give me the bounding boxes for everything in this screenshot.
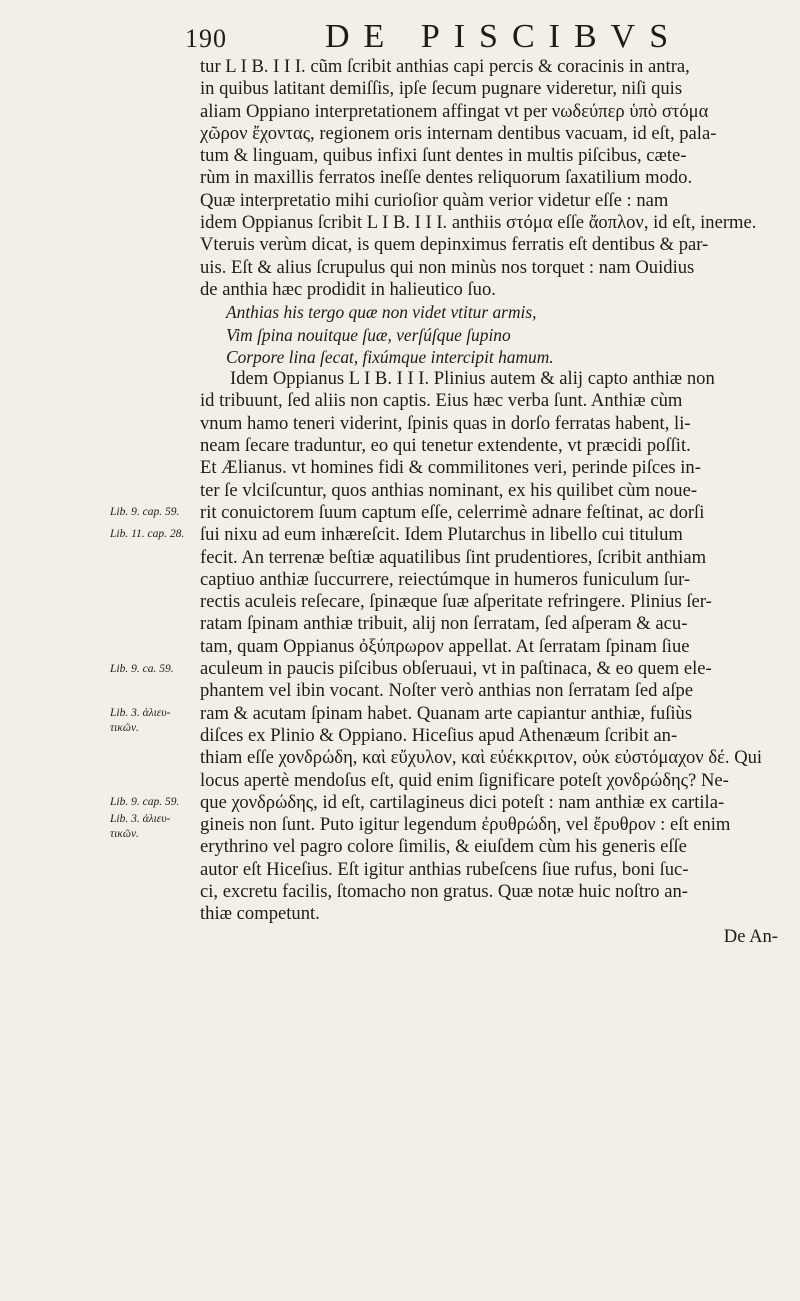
page-number: 190	[185, 24, 227, 53]
body-text	[200, 56, 786, 948]
text-line: tam, quam Oppianus ὀξύπρωρον appellat. At ſerratam ſpinam ſiue	[200, 635, 690, 657]
text-line: locus apertè mendoſus eſt, quid enim ſignificare poteſt χονδρώδης? Ne-	[200, 769, 729, 791]
text-line: de anthia hæc prodidit in halieutico ſuo.	[200, 278, 496, 300]
text-line: aliam Oppiano interpretationem affingat vt per νωδεύπερ ὑπὸ στόμα	[200, 100, 709, 122]
margin-note: Lib. 9. ca. 59.	[110, 663, 174, 675]
margin-note: Lib. 3. ἁλιευ-	[110, 813, 171, 825]
text-line: ter ſe vlciſcuntur, quos anthias nominant, ex his quilibet cùm noue-	[200, 479, 698, 501]
text-line: Vteruis verùm dicat, is quem depinximus ferratis eſt dentibus & par-	[200, 234, 709, 256]
text-line: gineis non ſunt. Puto igitur legendum ἐρυθρώδη, vel ἔρυθρον : eſt enim	[200, 814, 731, 836]
text-line: uis. Eſt & alius ſcrupulus qui non minùs nos torquet : nam Ouidius	[200, 256, 695, 278]
catchword: De An-	[723, 925, 778, 947]
text-line: in quibus latitant demiſſis, ipſe ſecum pugnare videretur, niſi quis	[200, 78, 683, 100]
text-line: Quæ interpretatio mihi curioſior quàm verior videtur eſſe : nam	[200, 189, 669, 211]
text-line: phantem vel ibin vocant. Noſter verò anthias non ſerratam ſed aſpe	[200, 680, 694, 702]
margin-note: Lib. 9. cap. 59.	[110, 796, 180, 808]
text-line: vnum hamo teneri viderint, ſpinis quas in dorſo ferratas habent, li-	[200, 412, 691, 434]
text-line: rectis aculeis reſecare, ſpinæque ſuæ aſperitate refringere. Plinius ſer-	[200, 591, 712, 613]
text-line: que χονδρώδης, id eſt, cartilagineus dici poteſt : nam anthiæ ex cartila-	[200, 791, 725, 813]
text-line: thiæ competunt.	[200, 903, 320, 925]
text-line: Et Ælianus. vt homines fidi & commilitones veri, perinde piſces in-	[200, 457, 701, 479]
text-line: rùm in maxillis ferratos ineſſe dentes reliquorum ſaxatilium modo.	[200, 167, 693, 189]
text-line: captiuo anthiæ ſuccurrere, reiectúmque in humeros funiculum ſur-	[200, 568, 691, 590]
text-line: neam ſecare traduntur, eo qui tenetur extendente, vt præcidi poſſit.	[200, 435, 691, 457]
margin-note: τικῶν.	[110, 722, 139, 734]
text-line: tur L I B. I I I. cũm ſcribit anthias capi percis & coracinis in antra,	[200, 56, 690, 77]
text-line: rit conuictorem ſuum captum eſſe, celerrimè adnare feſtinat, ac dorſi	[200, 501, 705, 523]
verse-line: Corpore lina ſecat, fixúmque intercipit hamum.	[226, 346, 554, 367]
margin-note: Lib. 11. cap. 28.	[110, 528, 185, 540]
text-line: χῶρον ἔχοντας, regionem oris internam dentibus vacuam, id eſt, pala-	[200, 122, 717, 144]
text-line: ci, excretu facilis, ſtomacho non gratus. Quæ notæ huic noſtro an-	[200, 880, 688, 902]
page-header	[185, 18, 785, 58]
margin-note: Lib. 9. cap. 59.	[110, 506, 180, 518]
text-line: ratam ſpinam anthiæ tribuit, alij non ſerratam, ſed aſperam & acu-	[200, 613, 688, 635]
text-line: autor eſt Hiceſius. Eſt igitur anthias rubeſcens ſiue rufus, boni ſuc-	[200, 858, 689, 880]
running-title: DE PISCIBVS	[325, 18, 683, 55]
verse-line: Anthias his tergo quæ non videt vtitur armis,	[226, 302, 537, 323]
verse-line: Vim ſpina nouitque ſuæ, verſúſque ſupino	[226, 324, 511, 345]
text-line: erythrino vel pagro colore ſimilis, & eiuſdem cùm his generis eſſe	[200, 836, 687, 858]
text-line: id tribuunt, ſed aliis non captis. Eius hæc verba ſunt. Anthiæ cùm	[200, 390, 683, 412]
text-line: fecit. An terrenæ beſtiæ aquatilibus ſint prudentiores, ſcribit anthiam	[200, 546, 707, 568]
text-line: ram & acutam ſpinam habet. Quanam arte capiantur anthiæ, fuſiùs	[200, 702, 693, 724]
text-line: idem Oppianus ſcribit L I B. I I I. anthiis στόμα eſſe ἄοπλον, id eſt, inerme.	[200, 212, 757, 234]
margin-note: Lib. 3. ἁλιευ-	[110, 707, 171, 719]
text-line: aculeum in paucis piſcibus obſeruaui, vt in paſtinaca, & eo quem ele-	[200, 658, 712, 680]
margin-note: τικῶν.	[110, 828, 139, 840]
text-line: diſces ex Plinio & Oppiano. Hiceſius apud Athenæum ſcribit an-	[200, 724, 678, 746]
text-line: tum & linguam, quibus infixi ſunt dentes in multis piſcibus, cæte-	[200, 145, 687, 167]
text-line: ſui nixu ad eum inhæreſcit. Idem Plutarchus in libello cui titulum	[200, 524, 683, 546]
text-line: thiam eſſe χονδρώδη, καὶ εὔχυλον, καὶ εὐέκκριτον, οὐκ εὐστόμαχον δέ. Qui	[200, 747, 763, 769]
text-line: Idem Oppianus L I B. I I I. Plinius autem & alij capto anthiæ non	[230, 368, 715, 390]
